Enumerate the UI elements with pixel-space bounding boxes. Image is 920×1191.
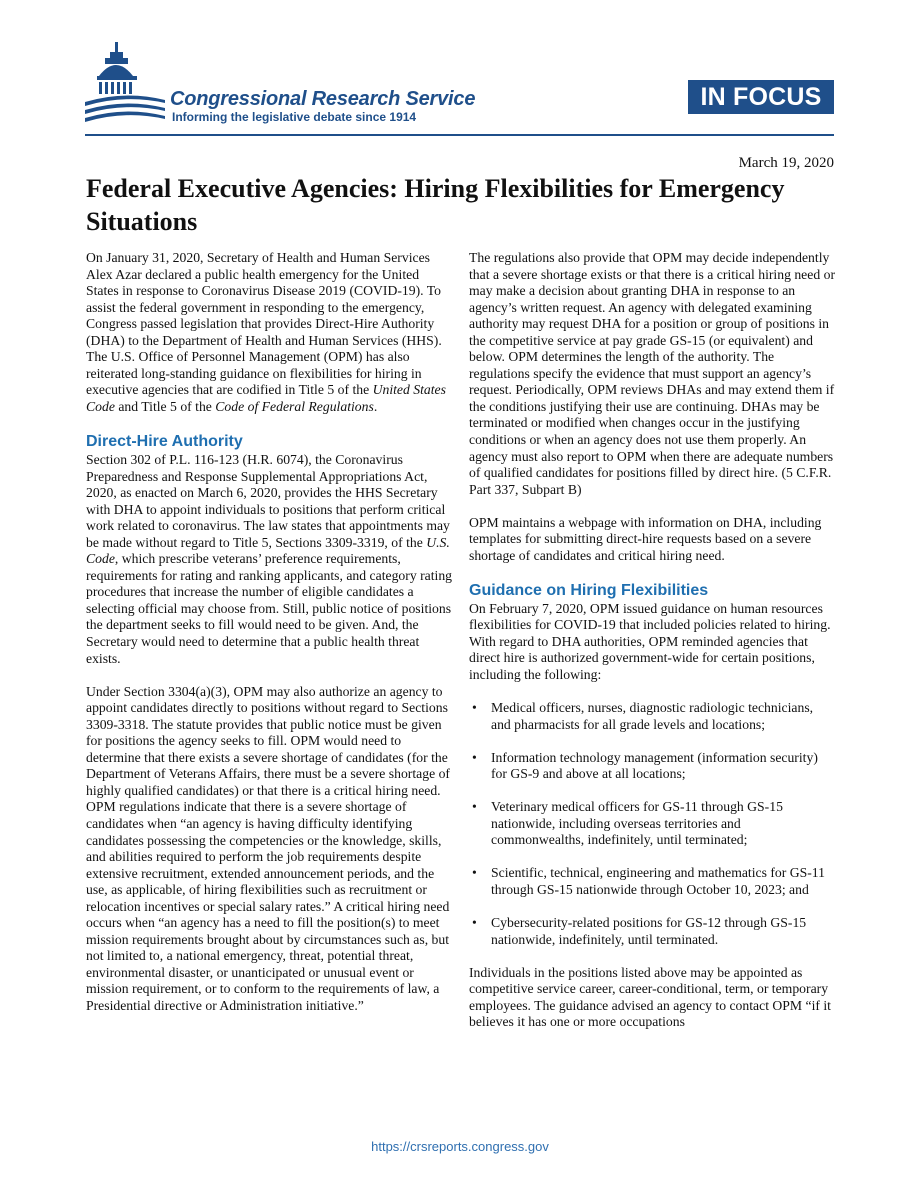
footer-url-link[interactable]: https://crsreports.congress.gov bbox=[371, 1139, 549, 1154]
intro-usc-citation: United States Code bbox=[86, 382, 446, 414]
list-item-text: Cybersecurity-related positions for GS-12 through GS-15 nationwide, indefinitely, until terminated. bbox=[491, 915, 807, 947]
bullet-icon: • bbox=[472, 865, 477, 881]
intro-text: On January 31, 2020, Secretary of Health and Human Services Alex Azar declared a public health emergency for the United States in response to Coronavirus Disease 2019 (COVID-19). To assist the federal government in responding to the emergency, Congress passed legislation that provides Direct-Hire Authority (DHA) to the Department of Health and Human Services (HHS). The U.S. Office of Personnel Management (OPM) has also reiterated long-standing guidance on flexibilities for hiring in executive agencies that are codified in Title 5 of the bbox=[86, 250, 442, 398]
intro-text-2: and Title 5 of the bbox=[114, 398, 216, 414]
capitol-dome-logo-icon bbox=[85, 42, 175, 128]
dha-text-2: , which prescribe veterans’ preference requirements, requirements for rating and ranking applicants, and category rating procedures that increase the number of eligible candidates a selecting official may choose from. Still, public notice of positions the department seeks to fill would need to be given. And, the Secretary would need to determine that a public health threat exists. bbox=[86, 551, 453, 666]
closing-paragraph: Individuals in the positions listed above may be appointed as competitive service career, career-conditional, term, or temporary employees. The guidance advised an agency to contact OPM “if it believes it has one or more occupations bbox=[469, 964, 831, 1030]
bullet-icon: • bbox=[472, 915, 477, 930]
in-focus-badge: IN FOCUS bbox=[688, 80, 834, 114]
report-header bbox=[0, 0, 920, 140]
list-item-text: Medical officers, nurses, diagnostic radiologic technicians, and pharmacists for all grade levels and locations; bbox=[491, 700, 814, 732]
list-item bbox=[469, 865, 835, 898]
report-date: March 19, 2020 bbox=[738, 155, 834, 171]
bullet-icon: • bbox=[472, 700, 477, 716]
list-item bbox=[469, 700, 835, 733]
guidance-paragraph: On February 7, 2020, OPM issued guidance on human resources flexibilities for COVID-19 that included policies related to hiring. With regard to DHA authorities, OPM reminded agencies that direct hire is authorized government-wide for certain positions, including the following: bbox=[469, 600, 831, 683]
dha-paragraph-2: Under Section 3304(a)(3), OPM may also authorize an agency to appoint candidates directly to positions without regard to Sections 3309-3318. The statute provides that public notice must be given for positions the agency seeks to fill. OPM would need to determine that there exists a severe shortage of candidates (for the Department of Veterans Affairs, there must be a severe shortage of highly qualified candidates) or that there is a critical hiring need. OPM regulations indicate that there is a severe shortage of candidates when “an agency is having difficulty identifying candidates possessing the competencies or the knowledge, skills, and abilities required to perform the job requirements despite extensive recruitment, extended announcement periods, and the use, as applicable, of hiring flexibilities such as recruitment or relocation incentives or special salary rates.” A critical hiring need occurs when “an agency has a need to fill the position(s) to meet mission requirements brought about by circumstances such as, but not limited to, a national emergency, threat, potential threat, environmental disaster, or unanticipated or unusual event or mission requirement, or to conform to the requirements of law, a Presidential directive or Administration initiative.” bbox=[86, 683, 450, 1013]
list-item bbox=[469, 799, 835, 849]
regulations-paragraph-1: The regulations also provide that OPM may decide independently that a severe shortage exists or that there is a critical hiring need or may make a decision about granting DHA in response to an agency’s written request. An agency with delegated examining authority may request DHA for a position or group of positions in the competitive service at pay grade GS-15 (or equivalent) and below. OPM determines the length of the authority. The regulations specify the evidence that must support an agency’s request. Periodically, OPM reviews DHAs and may extend them if the conditions justifying their use are continuing. DHAs may be terminated or modified when changes occur in the justifying conditions or when an agency does not use them properly. An agency must also report to OPM when there are adequate numbers of qualified candidates for positions filled by direct hire. (5 C.F.R. Part 337, Subpart B) bbox=[469, 250, 836, 497]
section-heading-guidance: Guidance on Hiring Flexibilities bbox=[469, 581, 709, 599]
dha-text: Section 302 of P.L. 116-123 (H.R. 6074), the Coronavirus Preparedness and Response Supplemental Appropriations Act, 2020, as enacted on March 6, 2020, provides the HHS Secretary with DHA to appoint individuals to positions that perform critical work related to coronavirus. The law states that appointments may be made without regard to Title 5, Sections 3309-3319, of the bbox=[86, 451, 450, 550]
list-item-text: Veterinary medical officers for GS-11 through GS-15 nationwide, including overseas territories and commonwealths, indefinitely, until terminated; bbox=[491, 799, 783, 848]
list-item-text: Scientific, technical, engineering and mathematics for GS-11 through GS-15 nationwide through October 10, 2023; and bbox=[491, 865, 825, 897]
brand-tagline: Informing the legislative debate since 1914 bbox=[172, 110, 417, 124]
right-column bbox=[469, 250, 835, 1047]
header-divider bbox=[85, 134, 834, 136]
section-heading-direct-hire: Direct-Hire Authority bbox=[86, 432, 243, 450]
positions-list bbox=[469, 700, 835, 948]
dha-paragraph-1 bbox=[86, 452, 452, 667]
regulations-paragraph-2: OPM maintains a webpage with information on DHA, including templates for submitting direct-hire requests based on a severe shortage of candidates and critical hiring need. bbox=[469, 514, 822, 563]
bullet-icon: • bbox=[472, 749, 477, 765]
page-title: Federal Executive Agencies: Hiring Flexibilities for Emergency Situations bbox=[86, 174, 785, 236]
intro-cfr-citation: Code of Federal Regulations bbox=[215, 398, 374, 414]
intro-text-3: . bbox=[373, 398, 378, 414]
brand-name: Congressional Research Service bbox=[170, 88, 476, 110]
intro-paragraph bbox=[86, 250, 452, 415]
left-column bbox=[86, 250, 452, 1031]
dha-usc-citation: U.S. Code bbox=[86, 534, 450, 567]
list-item bbox=[469, 750, 835, 783]
list-item bbox=[469, 915, 835, 948]
bullet-icon: • bbox=[472, 799, 477, 815]
list-item-text: Information technology management (information security) for GS-9 and above at all locations; bbox=[491, 749, 818, 782]
